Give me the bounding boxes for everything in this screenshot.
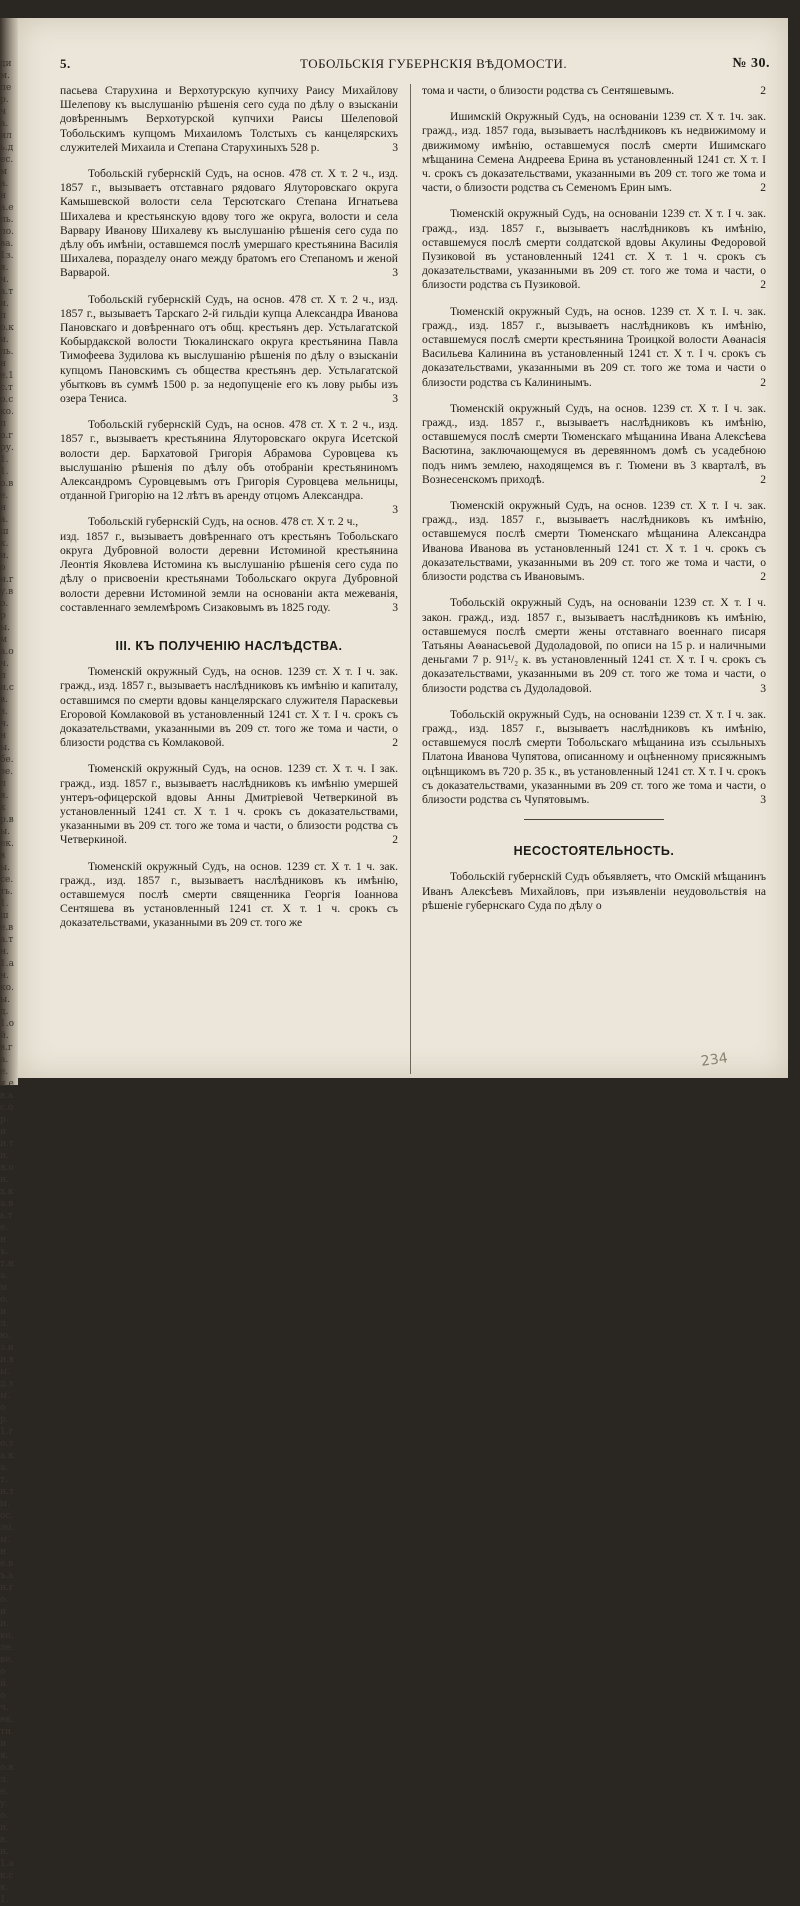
section-heading-inheritance bbox=[60, 639, 398, 653]
notice-paragraph bbox=[60, 762, 398, 847]
notice-text: Тобольскій губернскій Судъ, на основ. 478 ст. X т. 2 ч., изд. 1857 г., вызываетъ отставнаго рядоваго Ялуторовскаго округа Камышевской волости села Терсютскаго Степана Игнатьева Шихалева и крестьянскую вдову того же округа, волости и села Варвару Иванову Шихалеву къ выслушанію рѣшенія сего суда по дѣлу объ имѣніи, оставшемся послѣ умершаго крестьянина Василія Шихалева, поразделу онаго между братомъ его Степаномъ и женой Варварой. bbox=[60, 167, 398, 280]
notice-count: 3 bbox=[392, 600, 398, 614]
notice-paragraph bbox=[422, 110, 766, 195]
notice-count: 3 bbox=[392, 503, 398, 517]
notice-paragraph bbox=[60, 293, 398, 407]
notice-count: 3 bbox=[392, 392, 398, 406]
handwritten-mark: 234 bbox=[700, 1050, 729, 1070]
notice-count: 2 bbox=[760, 84, 766, 97]
right-column bbox=[422, 84, 766, 925]
notice-paragraph bbox=[422, 499, 766, 584]
notice-text: Тобольскій губернскій Судъ объявляетъ, что Омскій мѣщанинъ Иванъ Алексѣевъ Михайловъ, при изъявленіи неудовольствія на рѣшеніе губернскаго Суда по дѣлу о bbox=[422, 870, 766, 912]
section-rule bbox=[524, 819, 664, 820]
notice-count: 2 bbox=[760, 472, 766, 486]
adjacent-page-edge-text: дим.пер.ча.иль.дес.ма.на.ель.ло.ва.1з.я.ч.а.ти.по.ки.ль.не.1с.то.ско.по.гру.1.1.о.ве.на.шк.и.он.гу.во.ры.ма.оч.ли.св.з.ч.ны.бе.зе.ля.кр.вы.ек.вы.се.ть.1.ше.ва.тн.1.ан.ко.ы.д.1.ой.в.га.е.я.ев.ас.ор.ии.ти.я.он.х.ка.вь.те.нъ.т.на.мо.ил.ю.з.ии.вы.д.зм.ор.1.го.за.ка.т.н.ты.ос.ло.м.не.въ.ьн.го.ии.ко.ле.ве.ой.оч.ек.ти.ия.о.вл.е.у.о.и.в.н.1.ак.ск.1. bbox=[0, 59, 15, 1905]
insolvency-notices bbox=[422, 870, 766, 913]
notice-count: 2 bbox=[760, 570, 766, 584]
notice-count: 2 bbox=[392, 833, 398, 847]
notice-count: 3 bbox=[392, 266, 398, 280]
notice-text: Тобольскій губернскій Судъ, на основ. 478 ст. X т. 2 ч., изд. 1857 г., вызываетъ крестьянина Ялуторовскаго округа Исетской волости дер. Бархатовой Григорія Абрамова Суровцева къ выслушанію рѣшенія по дѣлу объ отобраніи крестьяниномъ Александромъ Суровцевымъ отъ Григорія Суровцева мельницы, отданной Григорію на 12 лѣтъ въ аренду отцомъ Александра. bbox=[60, 418, 398, 503]
notice-text: Тобольскій губернскій Судъ, на основ. 478 ст. X т. 2 ч., изд. 1857 г., вызываетъ Тарскаго 2-й гильдіи купца Александра Иванова Пановскаго и довѣреннаго отъ общ. крестьянъ дер. Устьлагатской Кобырдакской волости Тюкалинскаго округа крестьянина Павла Тимофеева Зудилова къ выслушанію рѣшенія по дѣлу о взысканіи купцомъ Пановскимъ съ общества крестьянъ дер. Устьлагатской убытковъ въ суммѣ 1500 р. за недопущеніе его къ лову рыбы изъ озера Тениса. bbox=[60, 292, 398, 406]
notice-paragraph bbox=[422, 708, 766, 807]
notice-text: тома и части, о близости родства съ Сентяшевымъ. bbox=[422, 84, 675, 97]
notice-count: 3 bbox=[760, 792, 766, 806]
notice-count: 2 bbox=[760, 181, 766, 195]
issue-number: № 30. bbox=[732, 56, 770, 71]
notice-text: пасьева Старухина и Верхотурскую купчиху Раису Михайлову Шелепову къ выслушанію рѣшенія сего суда по дѣлу о взысканіи довѣреннымъ Верхотурской купчихи Раисы Шелеповой Тобольскимъ купцомъ Михаиломъ Толстыхъ съ канцелярскихъ служителей Михаила и Степана Старухиныхъ 528 р. bbox=[60, 84, 398, 154]
notice-paragraph bbox=[422, 596, 766, 695]
section-heading-insolvency bbox=[422, 844, 766, 858]
notice-text: Тюменскій окружный Судъ, на основаніи 1239 ст. X т. I ч. зак. гражд., изд. 1857 г., вызываетъ наслѣдниковъ къ имѣнію, оставшемуся послѣ смерти солдатской вдовы Акулины Федоровой Пузиковой въ установленный 1241 ст. X т. 1 ч. срокъ съ доказательствами, указанными въ 209 ст. того же тома и части, о близости родства съ Пузиковой. bbox=[422, 207, 766, 292]
notice-count: 2 bbox=[760, 375, 766, 389]
section-title: III. КЪ ПОЛУЧЕНІЮ НАСЛѢДСТВА. bbox=[115, 638, 343, 653]
notice-text: Тобольскій окружный Судъ, на основаніи 1239 ст. X т. I ч. зак. гражд., изд. 1857 г., вызываетъ наслѣдниковъ къ имѣнію, оставшемуся послѣ смерти Тобольскаго мѣщанина изъ ссыльныхъ Платона Иванова Чупятова, описанному и оцѣненному присяжнымъ оцѣнщикомъ въ 720 р. 35 к., въ установленный 1241 ст. X т. I ч. срокъ съ доказательствами, указанными въ 209 ст. того же тома и части, о близости родства съ Чупятовымъ. bbox=[422, 707, 766, 806]
notice-paragraph bbox=[60, 84, 398, 155]
right-column-notices bbox=[422, 84, 766, 807]
notice-paragraph bbox=[60, 167, 398, 281]
notice-text: Тюменскій окружный Судъ, на основ. 1239 ст. X т. ч. I зак. гражд., изд. 1857 г., вызываетъ наслѣдниковъ къ имѣнію умершей унтеръ-офицерской вдовы Анны Дмитріевой Четверкиной въ установленный 1241 ст. X т. 1 ч. срокъ съ доказательствами, указанными въ 209 ст. того же тома и части, о близости родства съ Четверкиной. bbox=[60, 762, 398, 847]
page-header bbox=[60, 56, 770, 76]
book-binding bbox=[0, 18, 18, 1905]
notice-paragraph bbox=[60, 515, 398, 614]
newspaper-page bbox=[18, 18, 788, 1078]
notice-text: Тюменскій окружный Судъ, на основ. 1239 ст. X т. 1 ч. зак. гражд., изд. 1857 г., вызываетъ наслѣдниковъ къ имѣнію, оставшемуся послѣ смерти священника Георгія Іоаннова Сентяшева въ установленный 1241 ст. X т. 1 ч. срокъ съ доказательствами, указанными въ 209 ст. того же bbox=[60, 859, 398, 930]
notice-count: 2 bbox=[760, 278, 766, 292]
notice-text: Тюменскій окружный Судъ, на основ. 1239 ст. X т. I. ч. зак. гражд., изд. 1857 г., вызываетъ наслѣдниковъ къ имѣнію, оставшемуся послѣ смерти крестьянина Троицкой волости Аѳанасія Васильева Калинина въ установленный 1241 ст. X т. I ч. срокъ съ доказательствами, указанными въ 209 ст. того же тома и части о близости родства съ Калининымъ. bbox=[422, 304, 766, 389]
notice-text: Тюменскій окружный Судъ, на основ. 1239 ст. X т. I ч. зак. гражд., изд. 1857 г., вызываетъ наслѣдниковъ къ имѣнію, оставшемуся послѣ смерти Тюменскаго мѣщанина Александра Иванова Иванова въ установленный 1241 ст. X т. 1 ч. срокъ съ доказательствами, указанными въ 209 ст. того же тома и части, о близости родства съ Ивановымъ. bbox=[422, 499, 766, 584]
notice-paragraph bbox=[60, 665, 398, 750]
newspaper-title: ТОБОЛЬСКІЯ ГУБЕРНСКІЯ ВѢДОМОСТИ. bbox=[300, 56, 568, 71]
section-title: НЕСОСТОЯТЕЛЬНОСТЬ. bbox=[513, 844, 675, 859]
notice-count: 3 bbox=[392, 140, 398, 154]
column-divider bbox=[410, 84, 411, 1074]
notice-text: Тобольскій губернскій Судъ, на основ. 478 ст. X т. 2 ч., изд. 1857 г., вызываетъ довѣреннаго отъ крестьянъ Тобольскаго округа Дубровной волости деревни Истоминой крестьянина Леонтія Яковлева Истомина къ выслушанію рѣшенія сего суда по дѣлу о присвоеніи крестьянами Тобольскаго округа Дубровной волости деревни Истоминой земли на основаніи акта межеванія, составленнаго землемѣромъ Сизаковымъ въ 1825 году. bbox=[60, 515, 398, 614]
notice-paragraph bbox=[422, 84, 766, 98]
notice-text: Тюменскій окружный Судъ, на основ. 1239 ст. X т. I ч. зак. гражд., изд. 1857 г., вызываетъ наслѣдниковъ къ имѣнію, оставшемуся послѣ смерти Тюменскаго мѣщанина Ивана Алексѣева Васютина, заключающемуся въ деревянномъ домѣ съ усадебною подъ нимъ землею, находящемся въ г. Тюмени въ 3 кварталѣ, въ Вознесенскомъ приходѣ. bbox=[422, 401, 766, 486]
notice-text: Ишимскій Окружный Судъ, на основаніи 1239 ст. X т. 1ч. зак. гражд., изд. 1857 года, вызываетъ наслѣдниковъ къ недвижимому и движимому имѣнію, оставшемуся послѣ смерти Ишимскаго мѣщанина Семена Андреева Ерина въ установленный 1241 ст. X т. I ч. срокъ съ доказательствами, указанными въ 209 ст. того же тома и части, о близости родства съ Семеномъ Ерин ымъ. bbox=[422, 110, 766, 195]
notice-paragraph bbox=[422, 402, 766, 487]
left-column-notices bbox=[60, 84, 398, 615]
notice-paragraph bbox=[422, 207, 766, 292]
notice-paragraph bbox=[422, 305, 766, 390]
left-column bbox=[60, 84, 398, 943]
notice-paragraph bbox=[422, 870, 766, 913]
notice-count: 3 bbox=[760, 681, 766, 695]
page-number: 5. bbox=[60, 56, 71, 71]
notice-text: Тобольскій окружный Судъ, на основаніи 1239 ст. X т. I ч. закон. гражд., изд. 1857 г., вызываетъ наслѣдниковъ къ имѣнію, оставшемуся послѣ смерти жены отставнаго военнаго писаря Татьяны Аѳанасьевой Дудоладовой, по описи на 15 р. и наличными деньгами 7 р. 91¹/₂ к. въ установленный 1241 ст. X т. I ч. срокъ съ доказательствами, указанными въ 209 ст. того же тома и части, о близости родства съ Дудоладовой. bbox=[422, 596, 766, 695]
notice-paragraph bbox=[60, 418, 398, 517]
notice-text: Тюменскій окружный Судъ, на основ. 1239 ст. X т. I ч. зак. гражд., изд. 1857 г., вызываетъ наслѣдниковъ къ имѣнію и капиталу, оставшимся по смерти вдовы канцелярскаго служителя Параскевьи Егоровой Комлаковой въ установленный 1241 ст. X т. I ч. срокъ съ доказательствами, указанными въ 209 ст. того же тома и части, о близости родства съ Комлаковой. bbox=[60, 665, 398, 750]
notice-paragraph bbox=[60, 860, 398, 931]
inheritance-notices bbox=[60, 665, 398, 930]
notice-count: 2 bbox=[392, 736, 398, 750]
